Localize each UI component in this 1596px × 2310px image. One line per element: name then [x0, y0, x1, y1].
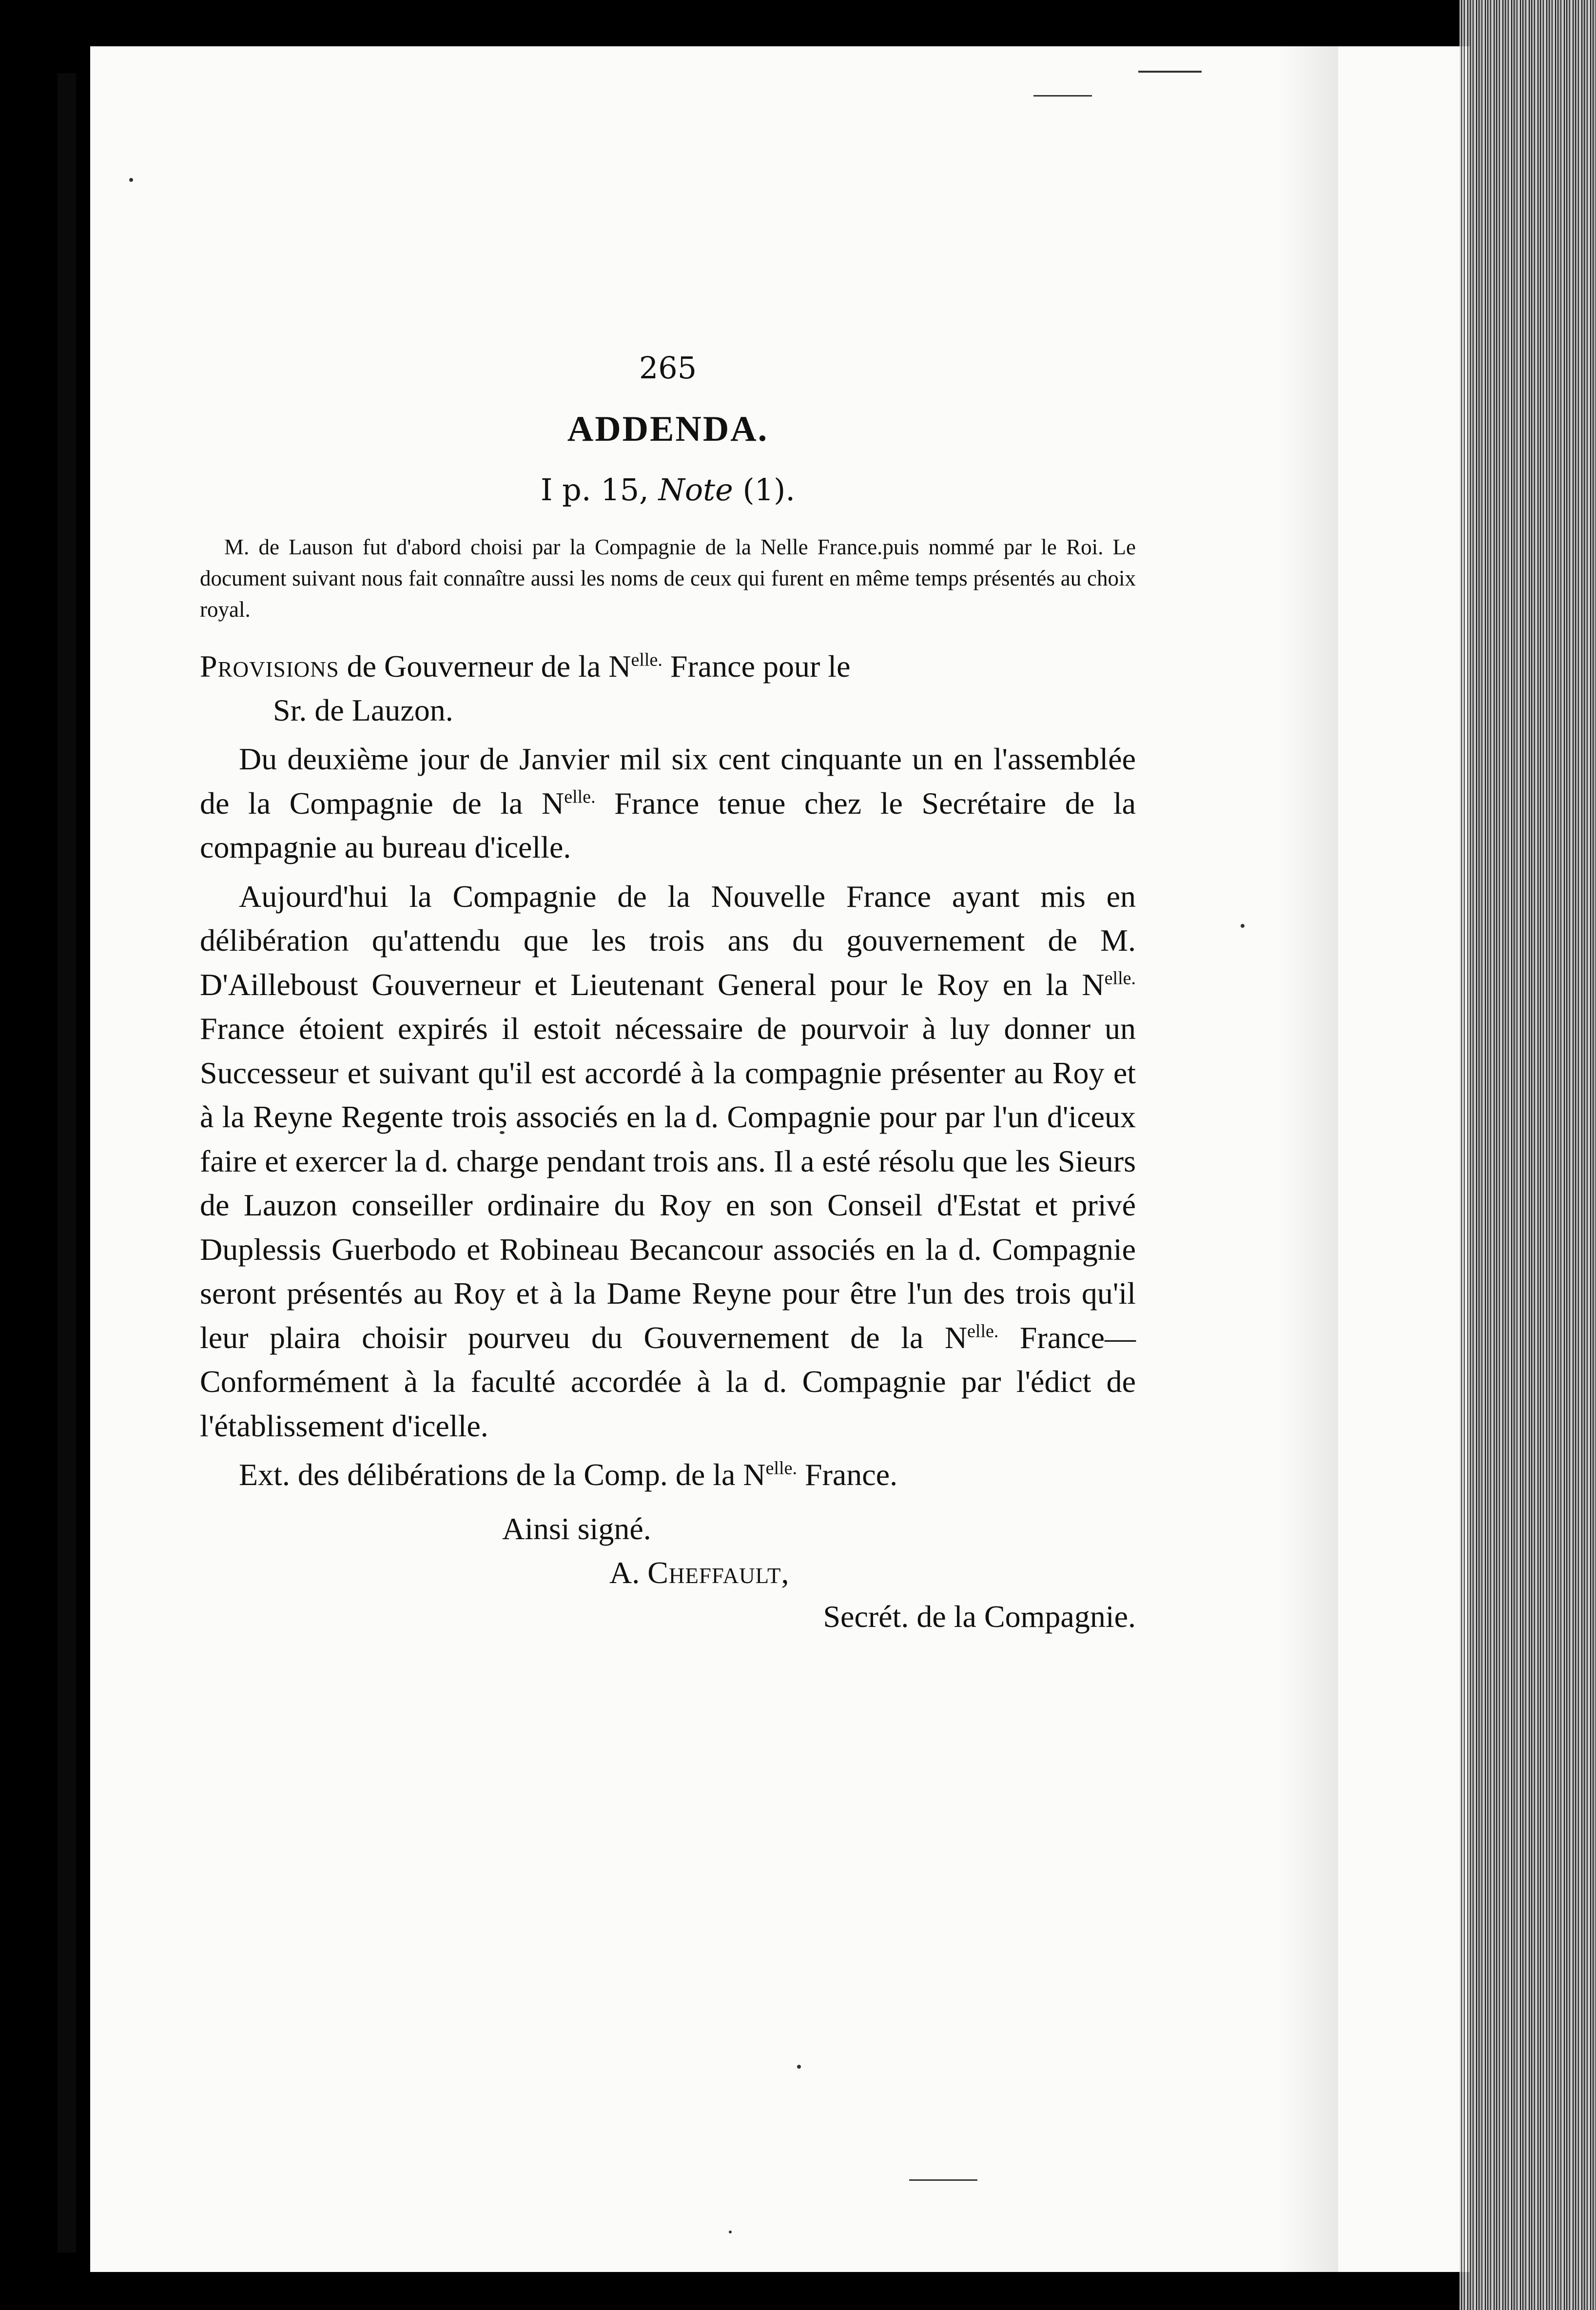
top-rule-mark	[1138, 71, 1202, 73]
paragraph2-c: France—Conformément à la faculté accordée à la d. Compagnie par l'édict de l'établissement d'icelle.	[200, 1320, 1136, 1443]
reference-note-word: Note	[658, 472, 733, 508]
signature-initial: A.	[609, 1555, 648, 1590]
page-edge-fade	[1280, 46, 1338, 2272]
editor-note: M. de Lauson fut d'abord choisi par la Compagnie de la Nelle France.puis nommé par le Roi. Le document suivant nous fait connaître aussi les noms de ceux qui furent en même temps présentés au choix royal.	[200, 535, 1136, 622]
page-number: 265	[639, 350, 697, 386]
book-binding-shadow	[58, 73, 76, 2252]
paragraph1-a: Du deuxième jour de Janvier mil six cent cinquante un en l'assemblée de la Compagnie de la N	[200, 742, 1136, 821]
provisions-sup: elle.	[631, 649, 662, 670]
speck	[729, 2231, 732, 2233]
paragraph-assembly	[200, 737, 1136, 870]
paragraph2-a: Aujourd'hui la Compagnie de la Nouvelle France ayant mis en délibération qu'attendu que les trois ans du gouvernement de M. D'Ailleboust Gouverneur et Lieutenant General pour le Roy en la N	[200, 879, 1136, 1002]
paragraph-extract	[200, 1453, 1136, 1497]
paragraph2-sup2: elle.	[967, 1321, 999, 1342]
bottom-rule-mark	[909, 2179, 977, 2181]
paragraph1-b: France tenue chez le Secrétaire de la compagnie au bureau d'icelle.	[200, 785, 1136, 864]
signature-title: Secrét. de la Compagnie.	[823, 1599, 1136, 1634]
provisions-line1-b: France pour le	[662, 649, 851, 684]
reference-prefix: I p. 15,	[540, 472, 649, 508]
signature-intro: Ainsi signé.	[502, 1511, 651, 1546]
paragraph2-b: France étoient expirés il estoit nécessaire de pourvoir à luy donner un Successeur et suivant qu'il est accordé à la compagnie présenter au Roy et à la Reyne Regente trois associés en la d. Compagnie pour par l'un d'iceux faire et exercer la d. charge pendant trois ans. Il a esté résolu que les Sieurs de Lauzon conseiller ordinaire du Roy en son Conseil d'Estat et privé Duplessis Guerbodo et Robineau Becancour associés en la d. Compagnie seront présentés au Roy et à la Dame Reyne pour être l'un des trois qu'il leur plaira choisir pourveu du Gouvernement de la N	[200, 1011, 1136, 1355]
paragraph2-sup1: elle.	[1104, 968, 1136, 989]
paragraph-deliberation	[200, 875, 1136, 1449]
page-content	[200, 341, 1136, 1639]
signature-name	[200, 1551, 1136, 1595]
paragraph1-sup: elle.	[564, 786, 596, 807]
reference-suffix: (1).	[742, 472, 796, 508]
extract-b: France.	[797, 1457, 898, 1492]
speck	[1241, 924, 1245, 928]
speck	[129, 178, 133, 182]
signature-surname: Cheffault,	[647, 1555, 790, 1590]
speck	[797, 2065, 801, 2069]
provisions-word: Provisions	[200, 649, 339, 684]
provisions-line1-a: de Gouverneur de la N	[347, 649, 631, 684]
provisions-title	[200, 645, 1136, 732]
top-rule-mark-short	[1033, 95, 1092, 97]
reference-line	[200, 463, 1136, 517]
page-stack-edge	[1460, 0, 1596, 2310]
extract-a: Ext. des délibérations de la Comp. de la N	[239, 1457, 766, 1492]
provisions-line2: Sr. de Lauzon.	[273, 693, 453, 727]
extract-sup: elle.	[765, 1458, 797, 1479]
page-heading: ADDENDA.	[567, 409, 769, 449]
